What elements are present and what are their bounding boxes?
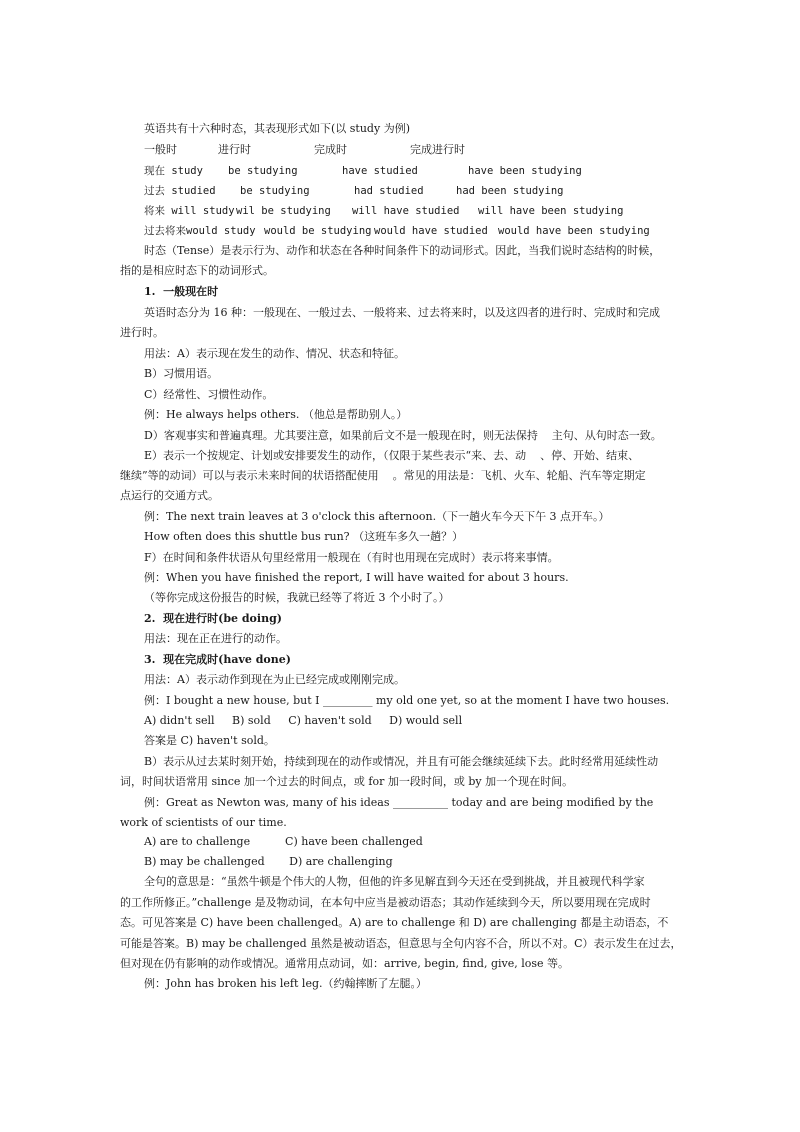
- header-cell: 一般时: [144, 143, 177, 156]
- text-line: 继续”等的动词）可以与表示未来时间的状语搭配使用 。常见的用法是：飞机、火车、轮船、汽车等定期定: [120, 469, 646, 482]
- text-line: 用法：A）表示现在发生的动作、情况、状态和特征。: [144, 347, 405, 360]
- text-line: 例：When you have finished the report, I will have waited for about 3 hours.: [144, 571, 569, 584]
- table-cell: would have been studying: [498, 225, 650, 237]
- section-heading: 3. 现在完成时(have done): [144, 653, 291, 666]
- header-cell: 完成进行时: [410, 143, 465, 156]
- table-cell: wil be studying: [236, 205, 331, 217]
- header-cell: 进行时: [218, 143, 251, 156]
- section-heading: 2. 现在进行时(be doing): [144, 612, 282, 625]
- table-cell: had studied: [354, 185, 424, 197]
- tense-table-row: [0, 204, 800, 218]
- text-line: work of scientists of our time.: [120, 816, 287, 829]
- text-line: D）客观事实和普遍真理。尤其要注意，如果前后文不是一般现在时，则无法保持 主句、从句时态一致。: [144, 429, 662, 442]
- text-line: 但对现在仍有影响的动作或情况。通常用点动词，如：arrive, begin, find, give, lose 等。: [120, 957, 570, 970]
- text-line: （等你完成这份报告的时候，我就已经等了将近 3 个小时了。）: [144, 591, 450, 604]
- text-line: 例：I bought a new house, but I _________ my old one yet, so at the moment I have two houses.: [144, 694, 670, 707]
- table-cell: be studying: [240, 185, 310, 197]
- table-cell: have been studying: [468, 165, 582, 177]
- text-line: A) are to challenge C) have been challenged: [144, 835, 423, 848]
- header-cell: 完成时: [314, 143, 347, 156]
- tense-table-row: [0, 164, 800, 178]
- text-line: How often does this shuttle bus run? （这班车多久一趟？）: [144, 530, 464, 543]
- intro-text: 英语共有十六种时态，其表现形式如下(以 study 为例): [144, 122, 410, 135]
- text-line: 点运行的交通方式。: [120, 489, 219, 502]
- text-line: 的工作所修正。”challenge 是及物动词，在本句中应当是被动语态；其动作延续到今天，所以要用现在完成时: [120, 896, 651, 909]
- text-line: 例：The next train leaves at 3 o'clock this afternoon.（下一趟火车今天下午 3 点开车。）: [144, 510, 610, 523]
- table-cell: have studied: [342, 165, 418, 177]
- text-line: F）在时间和条件状语从句里经常用一般现在（有时也用现在完成时）表示将来事情。: [144, 551, 559, 564]
- text-line: 指的是相应时态下的动词形式。: [120, 264, 274, 277]
- table-cell: be studying: [228, 165, 298, 177]
- text-line: 时态（Tense）是表示行为、动作和状态在各种时间条件下的动词形式。因此，当我们说时态结构的时候，: [144, 244, 661, 257]
- section-heading: 1. 一般现在时: [144, 285, 219, 298]
- table-cell: would be studying: [264, 225, 372, 237]
- text-line: 例：John has broken his left leg.（约翰摔断了左腿。）: [144, 977, 427, 990]
- tense-table-header: [0, 143, 800, 157]
- text-line: 用法：现在正在进行的动作。: [144, 632, 287, 645]
- table-cell: 过去将来would study: [144, 225, 256, 237]
- table-cell: would have studied: [374, 225, 488, 237]
- table-cell: 现在 study: [144, 165, 203, 177]
- table-cell: 过去 studied: [144, 185, 216, 197]
- text-line: B）表示从过去某时刻开始，持续到现在的动作或情况，并且有可能会继续延续下去。此时经常用延续性动: [144, 755, 659, 768]
- table-cell: 将来 will study: [144, 205, 235, 217]
- text-line: 全句的意思是：“虽然牛顿是个伟大的人物，但他的许多见解直到今天还在受到挑战，并且被现代科学家: [144, 875, 645, 888]
- text-line: 词，时间状语常用 since 加一个过去的时间点，或 for 加一段时间，或 by 加一个现在时间。: [120, 775, 574, 788]
- text-line: E）表示一个按规定、计划或安排要发生的动作，（仅限于某些表示“来、去、动 、停、开始、结束、: [144, 449, 640, 462]
- text-line: 英语时态分为 16 种：一般现在、一般过去、一般将来、过去将来时，以及这四者的进行时、完成时和完成: [144, 306, 660, 319]
- text-line: 例：He always helps others. （他总是帮助别人。）: [144, 408, 408, 421]
- text-line: 例：Great as Newton was, many of his ideas __________ today and are being modified by the: [144, 796, 654, 809]
- table-cell: had been studying: [456, 185, 564, 197]
- text-line: 答案是 C) haven't sold。: [144, 734, 275, 747]
- table-cell: will have studied: [352, 205, 460, 217]
- text-line: C）经常性、习惯性动作。: [144, 388, 274, 401]
- text-line: B) may be challenged D) are challenging: [144, 855, 393, 868]
- tense-table-row: [0, 184, 800, 198]
- table-cell: will have been studying: [478, 205, 624, 217]
- text-line: 可能是答案。B) may be challenged 虽然是被动语态，但意思与全句内容不合，所以不对。C）表示发生在过去，: [120, 937, 682, 950]
- text-line: 态。可见答案是 C) have been challenged。A) are to challenge 和 D) are challenging 都是主动语态，不: [120, 916, 669, 929]
- text-line: B）习惯用语。: [144, 367, 219, 380]
- text-line: 进行时。: [120, 326, 164, 339]
- text-line: A) didn't sell B) sold C) haven't sold D) would sell: [144, 714, 463, 727]
- text-line: 用法：A）表示动作到现在为止已经完成或刚刚完成。: [144, 673, 405, 686]
- tense-table-row: [0, 224, 800, 238]
